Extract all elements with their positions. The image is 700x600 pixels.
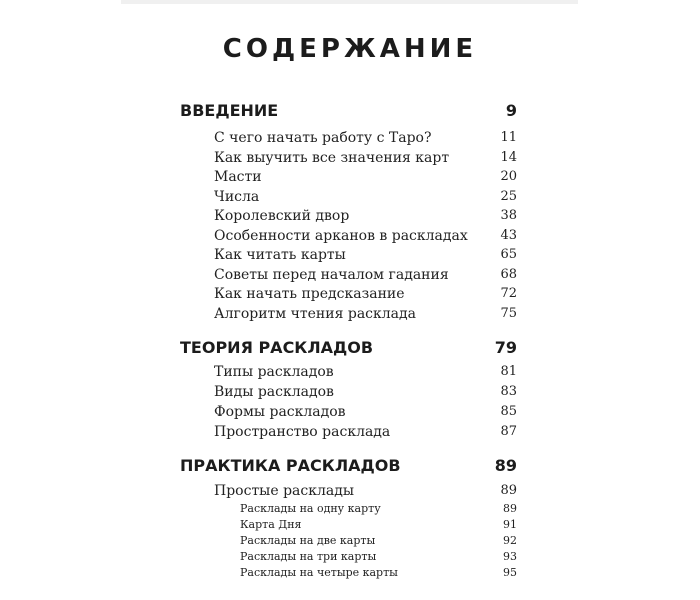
toc-section-practice: [180, 455, 517, 477]
entry-label: Как выучить все значения карт: [214, 149, 450, 166]
entry-label: Типы раскладов: [214, 364, 334, 380]
toc-entry: [214, 167, 517, 187]
subentry-label: Расклады на три карты: [240, 550, 377, 563]
entry-page-number: 68: [500, 266, 517, 282]
entry-page-number: 25: [500, 188, 517, 204]
entry-page-number: 87: [500, 424, 517, 439]
toc-entry: [214, 187, 517, 207]
toc-subentry: [240, 533, 517, 549]
entry-label: Числа: [214, 188, 260, 205]
subentry-page-number: 95: [503, 566, 517, 579]
toc-entry: [214, 481, 517, 501]
toc-entry: [214, 422, 517, 442]
toc-entry: [214, 148, 517, 168]
toc-subentry: [240, 549, 517, 565]
entry-page-number: 11: [500, 130, 517, 145]
toc-entry: [214, 265, 517, 285]
toc-entry: [214, 245, 517, 265]
section-page-number: 79: [494, 338, 517, 357]
entry-label: Как читать карты: [214, 247, 346, 263]
entry-label: С чего начать работу с Таро?: [214, 130, 432, 146]
entry-label: Особенности арканов в раскладах: [214, 227, 468, 244]
entry-label: Масти: [214, 169, 262, 185]
subentry-page-number: 91: [503, 518, 517, 531]
toc-subentry: [240, 565, 517, 581]
toc-entry: [214, 206, 517, 226]
entry-page-number: 85: [500, 404, 517, 419]
entry-label: Пространство расклада: [214, 424, 391, 440]
entry-page-number: 65: [500, 247, 517, 262]
toc-subentry: [240, 501, 517, 517]
entry-page-number: 14: [500, 149, 517, 165]
section-page-number: 89: [494, 456, 517, 475]
entry-page-number: 83: [500, 384, 517, 399]
toc-entry: [214, 304, 517, 324]
entry-page-number: 43: [500, 227, 517, 243]
entry-label: Формы раскладов: [214, 404, 346, 420]
section-label: ТЕОРИЯ РАСКЛАДОВ: [180, 338, 374, 357]
entry-label: Виды раскладов: [214, 384, 334, 400]
toc-section-introduction: [180, 100, 517, 122]
subentry-label: Расклады на одну карту: [240, 502, 381, 515]
subentry-page-number: 93: [503, 550, 517, 563]
toc-subentry: [240, 517, 517, 533]
toc-entry: [214, 128, 517, 148]
subentry-label: Расклады на две карты: [240, 534, 376, 547]
section-label: ВВЕДЕНИЕ: [180, 101, 279, 120]
toc-entry: [214, 362, 517, 382]
entry-page-number: 75: [500, 305, 517, 321]
toc-entry: [214, 226, 517, 246]
toc-entry: [214, 382, 517, 402]
subentry-label: Расклады на четыре карты: [240, 566, 398, 579]
subentry-page-number: 92: [503, 534, 517, 547]
toc-section-theory: [180, 337, 517, 359]
entry-page-number: 89: [500, 483, 517, 498]
entry-label: Королевский двор: [214, 208, 350, 224]
entry-page-number: 81: [500, 364, 517, 379]
subentry-label: Карта Дня: [240, 518, 302, 531]
section-label: ПРАКТИКА РАСКЛАДОВ: [180, 456, 401, 475]
entry-label: Простые расклады: [214, 483, 354, 499]
entry-page-number: 72: [500, 286, 517, 301]
toc-entry: [214, 402, 517, 422]
entry-page-number: 38: [500, 208, 517, 223]
entry-label: Как начать предсказание: [214, 286, 405, 302]
entry-label: Алгоритм чтения расклада: [214, 305, 416, 322]
subentry-page-number: 89: [503, 502, 517, 515]
entry-label: Советы перед началом гадания: [214, 266, 449, 283]
section-page-number: 9: [505, 101, 517, 120]
entry-page-number: 20: [500, 169, 517, 184]
page-title: СОДЕРЖАНИЕ: [222, 34, 478, 64]
toc-entry: [214, 284, 517, 304]
